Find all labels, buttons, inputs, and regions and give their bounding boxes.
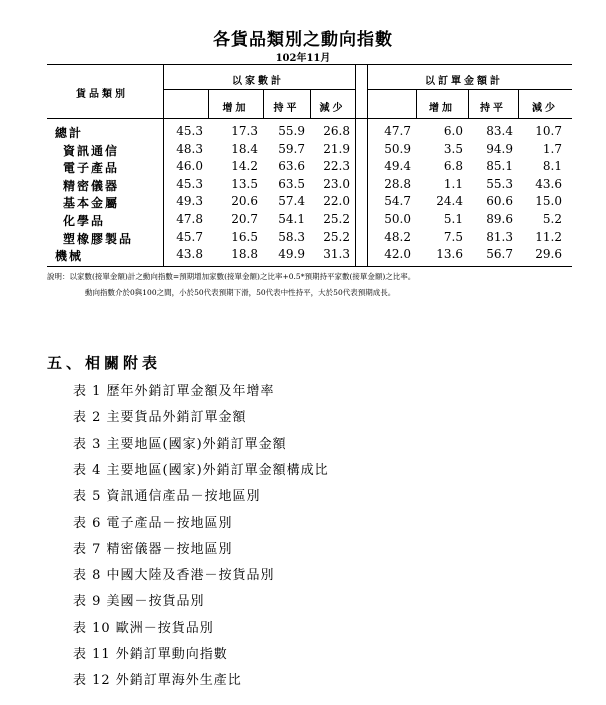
appendix-item: 表 10 歐洲－按貨品別 <box>73 620 214 636</box>
table-cell: 5.1 <box>443 212 463 226</box>
appendix-item: 表 7 精密儀器－按地區別 <box>73 541 233 557</box>
period-label: 102年11月 <box>275 53 331 64</box>
table-cell: 21.9 <box>323 141 350 156</box>
table-cell: 54.1 <box>278 212 305 226</box>
table-cell: 8.1 <box>542 159 562 174</box>
note-line: 動向指數介於0與100之間，小於50代表預期下滑，50代表中性持平，大於50代表預期成長。 <box>85 288 396 297</box>
appendix-item: 表 11 外銷訂單動向指數 <box>73 647 228 662</box>
appendix-item: 表 9 美國－按貨品別 <box>73 594 205 610</box>
table-cell: 49.4 <box>384 159 411 174</box>
table-cell: 56.7 <box>486 247 513 262</box>
table-cell: 16.5 <box>231 229 258 244</box>
table-cell: 15.0 <box>535 194 562 209</box>
table-cell: 43.6 <box>535 176 562 191</box>
table-cell: 45.3 <box>176 124 203 138</box>
appendix-item: 表 4 主要地區(國家)外銷訂單金額構成比 <box>73 462 329 478</box>
table-cell: 1.7 <box>542 141 562 156</box>
table-cell: 46.0 <box>176 159 203 174</box>
appendix-item: 表 5 資訊通信產品－按地區別 <box>73 489 261 505</box>
table-cell: 3.5 <box>443 141 463 156</box>
table-cell: 57.4 <box>278 194 305 209</box>
table-cell: 23.0 <box>323 176 350 191</box>
table-cell: 89.6 <box>486 212 513 226</box>
row-label: 精密儀器 <box>63 178 120 193</box>
row-label: 總計 <box>55 126 84 140</box>
note-line: 說明：以家數(接單金額)計之動向指數=預期增加家數(接單金額)之比率+0.5*預期持平家數(接單金額)之比率。 <box>47 272 416 281</box>
table-cell: 25.2 <box>323 229 350 244</box>
table-cell: 63.6 <box>278 159 305 174</box>
table-cell: 81.3 <box>486 229 513 244</box>
table-cell: 54.7 <box>384 194 411 209</box>
table-cell: 29.6 <box>535 247 562 262</box>
table-cell: 45.7 <box>176 229 203 244</box>
table-cell: 47.7 <box>384 124 411 138</box>
table-cell: 7.5 <box>443 229 463 244</box>
row-label: 機械 <box>55 249 84 264</box>
sub-header-flat: 持平 <box>273 103 300 114</box>
table-bottom-rule <box>47 266 572 267</box>
table-cell: 17.3 <box>231 124 258 138</box>
table-cell: 1.1 <box>443 176 463 191</box>
appendix-item: 表 2 主要貨品外銷訂單金額 <box>73 410 247 426</box>
table-cell: 20.7 <box>231 212 258 226</box>
table-cell: 48.3 <box>176 141 203 156</box>
table-cell: 22.3 <box>323 159 350 174</box>
table-cell: 22.0 <box>323 194 350 209</box>
table-cell: 47.8 <box>176 212 203 226</box>
table-cell: 13.5 <box>231 176 258 191</box>
table-cell: 42.0 <box>384 247 411 262</box>
table-cell: 28.8 <box>384 176 411 191</box>
table-cell: 83.4 <box>486 124 513 138</box>
table-cell: 20.6 <box>231 194 258 209</box>
page-title: 各貨品類別之動向指數 <box>213 30 393 50</box>
table-cell: 50.9 <box>384 141 411 156</box>
sub-header-flat: 持平 <box>480 103 506 114</box>
table-cell: 24.4 <box>436 194 463 209</box>
col-sep <box>355 64 356 266</box>
table-cell: 60.6 <box>486 194 513 209</box>
group-header-amount: 以訂單金額計 <box>425 76 503 87</box>
table-cell: 18.8 <box>231 247 258 262</box>
table-cell: 18.4 <box>231 141 258 156</box>
table-cell: 49.3 <box>176 194 203 209</box>
table-cell: 55.9 <box>278 124 305 138</box>
table-cell: 45.3 <box>176 176 203 191</box>
table-cell: 55.3 <box>486 176 513 191</box>
table-cell: 58.3 <box>278 229 305 244</box>
table-cell: 43.8 <box>176 247 203 262</box>
group2-underline <box>367 89 572 90</box>
table-cell: 6.0 <box>443 124 463 138</box>
section-title: 五、相關附表 <box>47 354 162 372</box>
row-label: 資訊通信 <box>63 143 120 158</box>
appendix-item: 表 6 電子產品－按地區別 <box>73 515 233 531</box>
appendix-item: 表 1 歷年外銷訂單金額及年增率 <box>73 384 275 399</box>
table-cell: 6.8 <box>443 159 463 174</box>
table-cell: 94.9 <box>486 141 513 156</box>
group1-underline <box>163 89 355 90</box>
group-header-household: 以家數計 <box>232 76 284 87</box>
table-cell: 59.7 <box>278 141 305 156</box>
row-label: 電子產品 <box>63 161 120 176</box>
sub-header-increase: 增加 <box>222 103 249 114</box>
table-cell: 63.5 <box>278 176 305 191</box>
table-cell: 5.2 <box>542 212 562 226</box>
row-label: 塑橡膠製品 <box>63 231 134 246</box>
appendix-item: 表 3 主要地區(國家)外銷訂單金額 <box>73 436 287 452</box>
row-header: 貨品類別 <box>76 89 128 100</box>
table-header-rule <box>47 118 572 119</box>
table-cell: 49.9 <box>278 247 305 262</box>
sub-header-increase: 增加 <box>429 103 455 114</box>
table-cell: 25.2 <box>323 212 350 226</box>
row-label: 化學品 <box>63 214 106 228</box>
table-cell: 48.2 <box>384 229 411 244</box>
appendix-item: 表 12 外銷訂單海外生產比 <box>73 673 242 689</box>
table-cell: 85.1 <box>486 159 513 174</box>
table-cell: 13.6 <box>436 247 463 262</box>
row-label: 基本金屬 <box>63 196 120 211</box>
col-sep <box>367 64 368 266</box>
table-cell: 50.0 <box>384 212 411 226</box>
table-cell: 26.8 <box>323 124 350 138</box>
table-cell: 31.3 <box>323 247 350 262</box>
table-cell: 11.2 <box>535 229 562 244</box>
appendix-item: 表 8 中國大陸及香港－按貨品別 <box>73 568 275 584</box>
sub-header-decrease: 減少 <box>532 103 558 114</box>
sub-header-decrease: 減少 <box>319 103 346 114</box>
table-top-rule <box>47 64 572 65</box>
table-cell: 10.7 <box>535 124 562 138</box>
table-cell: 14.2 <box>231 159 258 174</box>
